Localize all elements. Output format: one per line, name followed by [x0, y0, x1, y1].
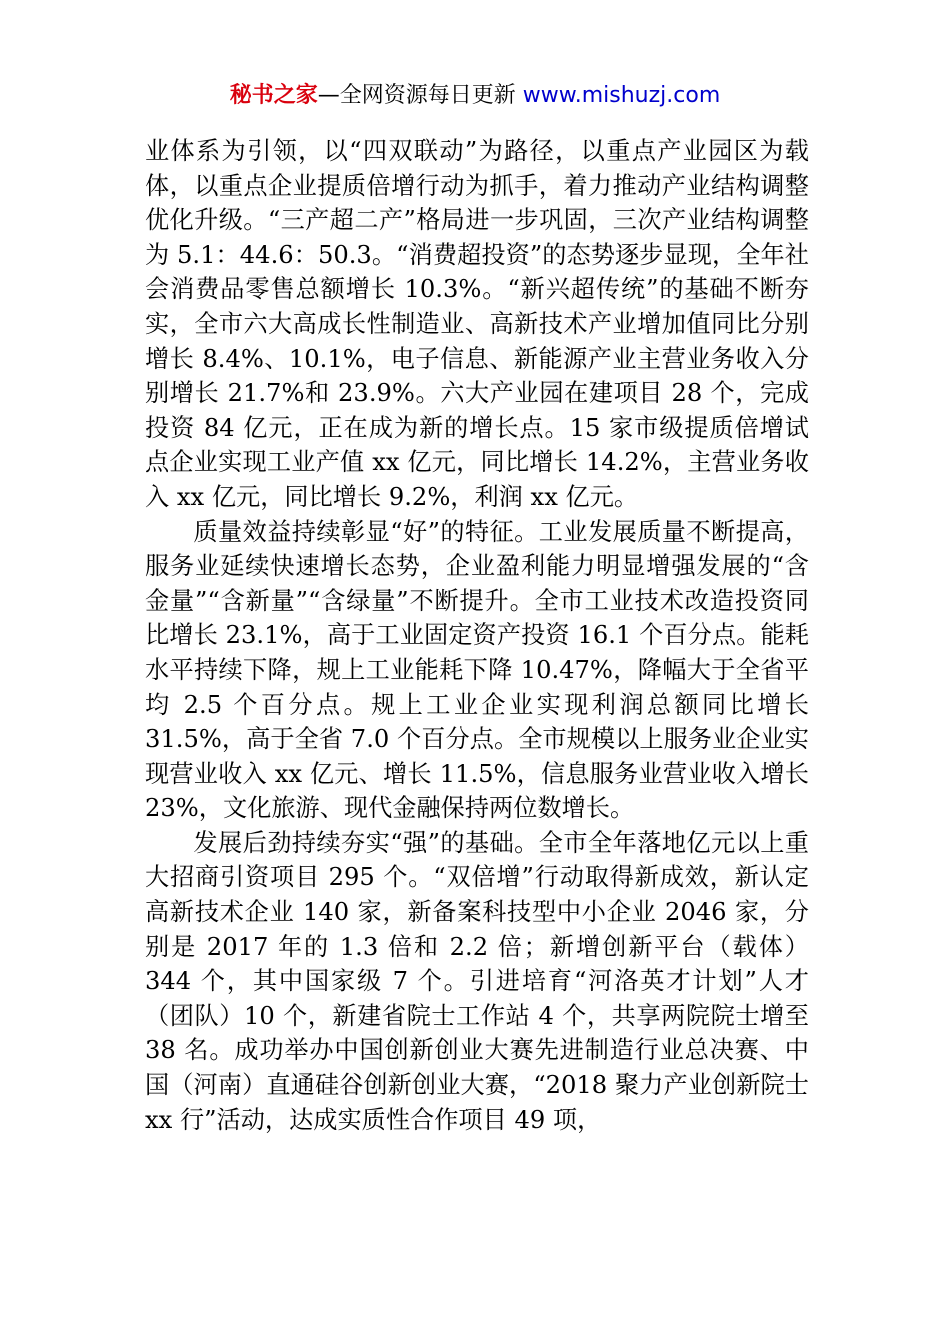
header-tagline: —全网资源每日更新	[317, 83, 523, 108]
brand-name: 秘书之家	[229, 83, 318, 108]
paragraph-industry-structure: 业体系为引领，以“四双联动”为路径，以重点产业园区为载体，以重点企业提质倍增行动为抓手，着力推动产业结构调整优化升级。“三产超二产”格局进一步巩固，三次产业结构调整为 5.1：44.6：50.3。“消费超投资”的态势逐步显现，全年社会消费品零售总额增长 10.3%。“新兴超传统”的基础不断夯实，全市六大高成长性制造业、高新技术产业增加值同比分别增长 8.4%、10.1%，电子信息、新能源产业主营业务收入分别增长 21.7%和 23.9%。六大产业园在建项目 28 个，完成投资 84 亿元，正在成为新的增长点。15 家市级提质倍增试点企业实现工业产值 xx 亿元，同比增长 14.2%，主营业务收入 xx 亿元，同比增长 9.2%，利润 xx 亿元。	[145, 137, 809, 511]
site-header	[0, 80, 950, 112]
header-url[interactable]: www.mishuzj.com	[522, 83, 721, 108]
paragraph-quality-benefit: 质量效益持续彰显“好”的特征。工业发展质量不断提高，服务业延续快速增长态势，企业盈利能力明显增强发展的“含金量”“含新量”“含绿量”不断提升。全市工业技术改造投资同比增长 23.1%，高于工业固定资产投资 16.1 个百分点。能耗水平持续下降，规上工业能耗下降 10.47%，降幅大于全省平均 2.5 个百分点。规上工业企业实现利润总额同比增长 31.5%，高于全省 7.0 个百分点。全市规模以上服务业企业实现营业收入 xx 亿元、增长 11.5%，信息服务业营业收入增长 23%，文化旅游、现代金融保持两位数增长。	[145, 517, 809, 823]
document-body	[145, 134, 809, 1137]
paragraph-development-momentum: 发展后劲持续夯实“强”的基础。全市全年落地亿元以上重大招商引资项目 295 个。“双倍增”行动取得新成效，新认定高新技术企业 140 家，新备案科技型中小企业 2046 家，分别是 2017 年的 1.3 倍和 2.2 倍；新增创新平台（载体）344 个，其中国家级 7 个。引进培育“河洛英才计划”人才（团队）10 个，新建省院士工作站 4 个，共享两院院士增至 38 名。成功举办中国创新创业大赛先进制造行业总决赛、中国（河南）直通硅谷创新创业大赛，“2018 聚力产业创新院士 xx 行”活动，达成实质性合作项目 49 项，	[145, 828, 809, 1134]
